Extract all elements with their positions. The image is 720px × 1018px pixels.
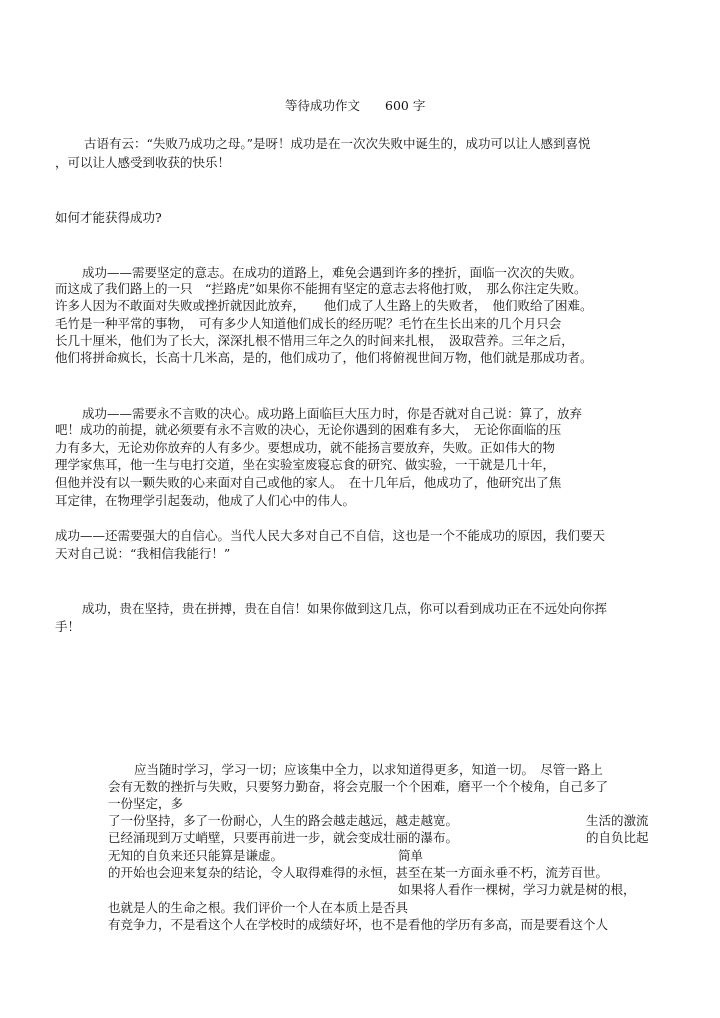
text-line: 如果将人看作一棵树，学习力就是树的根， — [398, 882, 636, 897]
text-line: 的开始也会迎来复杂的结论，令人取得难得的永恒，甚至在某一方面永垂不朽，流芳百世。 — [108, 865, 609, 880]
text-line: ，可以让人感受到收获的快乐！ — [55, 155, 231, 170]
text-line: 天对自己说：“我相信我能行！” — [55, 546, 231, 561]
text-line: 手！ — [55, 619, 81, 634]
text-line: 力有多大，无论劝你放弃的人有多少。要想成功，就不能扬言要放弃，失败。正如伟大的物 — [55, 440, 556, 455]
text-line: 成功——还需要强大的自信心。当代人民大多对自己不自信，这也是一个不能成功的原因，我们要天 — [55, 528, 606, 543]
text-line: 而这成了我们路上的一只 “拦路虎”如果你不能拥有坚定的意志去将他打败， 那么你注定失败。 — [55, 281, 587, 296]
text-line: 耳定律，在物理学引起轰动，他成了人们心中的伟人。 — [55, 493, 356, 508]
text-line: 他们将拼命疯长，长高十几米高，是的，他们成功了，他们将俯视世间万物，他们就是那成功者。 — [55, 350, 593, 365]
text-line: 无知的自负来还只能算是谦虚。 — [108, 848, 284, 863]
page-title: 等待成功作文 600 字 — [285, 98, 426, 113]
text-line: 但他并没有以一颗失败的心来面对自己或他的家人。 在十几年后，他成功了，他研究出了焦 — [55, 475, 562, 490]
text-line: 有竞争力，不是看这个人在学校时的成绩好坏，也不是看他的学历有多高，而是要看这个人 — [108, 917, 609, 932]
text-line: 应当随时学习，学习一切；应该集中全力，以求知道得更多，知道一切。 尽管一路上 — [134, 762, 603, 777]
text-line: 成功——需要永不言败的决心。成功路上面临巨大压力时，你是否就对自己说：算了，放弃 — [82, 406, 583, 421]
text-line: 会有无数的挫折与失败，只要努力勤奋，将会克服一个个困难，磨平一个个棱角，自己多了 — [108, 779, 609, 794]
text-line: 成功——需要坚定的意志。在成功的道路上，难免会遇到许多的挫折，面临一次次的失败。 — [82, 265, 583, 280]
text-line: 也就是人的生命之根。我们评价一个人在本质上是否具 — [108, 900, 409, 915]
text-line: 简单 — [398, 848, 424, 863]
text-line: 一份坚定，多 — [108, 796, 184, 811]
text-line: 成功，贵在坚持，贵在拼搏，贵在自信！如果你做到这几点，你可以看到成功正在不远处向你挥 — [82, 601, 608, 616]
text-line: 吧！成功的前提，就必须要有永不言败的决心，无论你遇到的困难有多大， 无论你面临的压 — [55, 422, 562, 437]
text-line: 的自负比起 — [586, 830, 649, 845]
text-line: 长几十厘米，他们为了长大，深深扎根不惜用三年之久的时间来扎根， 汲取营养。三年之后， — [55, 333, 574, 348]
text-line: 已经涌现到万丈峭壁，只要再前进一步，就会变成壮丽的瀑布。 — [108, 830, 459, 845]
text-line: 古语有云：“失败乃成功之母。”是呀！成功是在一次次失败中诞生的，成功可以让人感到喜悦 — [84, 136, 591, 151]
text-line: 毛竹是一种平常的事物， 可有多少人知道他们成长的经历呢？毛竹在生长出来的几个月只会 — [55, 316, 562, 331]
text-line: 了一份坚持，多了一份耐心，人生的路会越走越远，越走越宽。 — [108, 813, 459, 828]
section-heading: 如何才能获得成功? — [55, 210, 162, 225]
text-line: 理学家焦耳，他一生与电打交道，坐在实验室废寝忘食的研究、做实验，一干就是几十年， — [55, 457, 556, 472]
text-line: 许多人因为不敢面对失败或挫折就因此放弃， 他们成了人生路上的失败者， 他们败给了困难。 — [55, 298, 593, 313]
text-line: 生活的激流 — [586, 813, 649, 828]
